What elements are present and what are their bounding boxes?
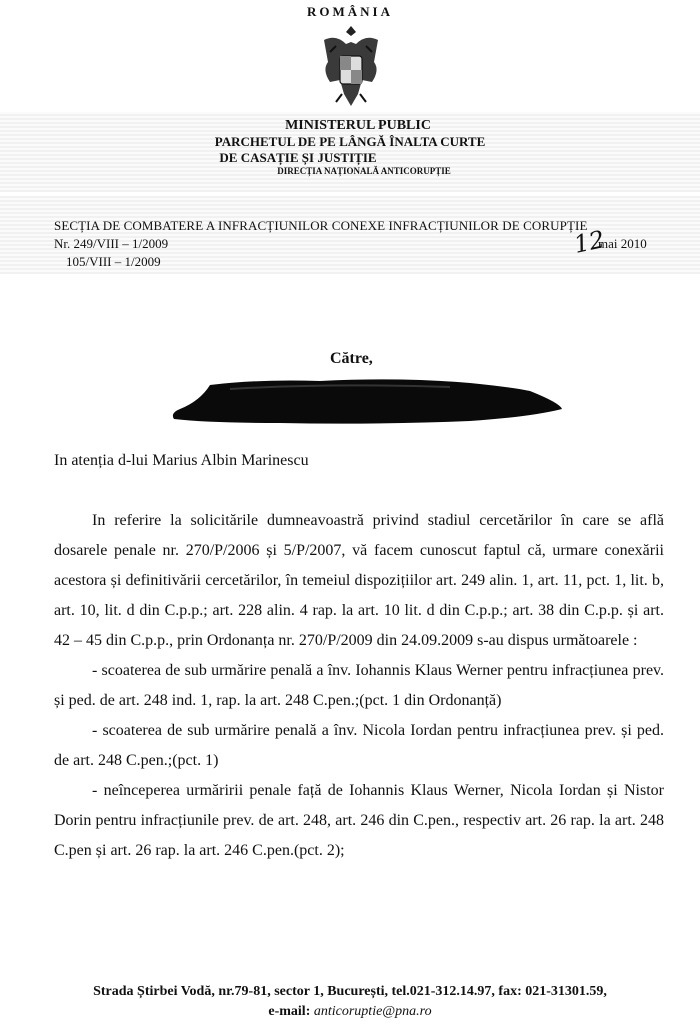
parchet-name-line2: DE CASAȚIE ȘI JUSTIȚIE [219, 150, 377, 165]
directorate-name: DIRECȚIA NAȚIONALĂ ANTICORUPȚIE [277, 166, 451, 176]
salutation: Către, [330, 350, 373, 367]
attention-line: In atenția d-lui Marius Albin Marinescu [54, 452, 309, 469]
redaction-mark [170, 375, 565, 427]
decision-item-2: - scoaterea de sub urmărire penală a înv. Nicola Iordan pentru infracțiunea prev. și ped. de art. 248 C.pen.;(pct. 1) [54, 722, 664, 769]
parchet-name-line1: PARCHETUL DE PE LÂNGĂ ÎNALTA CURTE [214, 134, 486, 149]
decision-item-1: - scoaterea de sub urmărire penală a înv. Iohannis Klaus Werner pentru infracțiunea prev. și ped. de art. 248 ind. 1, rap. la art. 248 C.pen.;(pct. 1 din Ordonanță) [54, 662, 664, 709]
footer [0, 982, 700, 1022]
document-date: mai 2010 [598, 236, 647, 251]
registration-number-2: 105/VIII – 1/2009 [66, 254, 161, 269]
country-title: ROMÂNIA [307, 4, 393, 19]
decision-item-3: - neînceperea urmăririi penale față de Iohannis Klaus Werner, Nicola Iordan și Nistor Dorin pentru infracțiunile prev. de art. 248, art. 246 din C.pen., respectiv art. 26 rap. la art. 248 C.pen și art. 26 rap. la art. 246 C.pen.(pct. 2); [54, 782, 664, 859]
coat-of-arms-icon [316, 22, 386, 112]
main-paragraph: In referire la solicitările dumneavoastră privind stadiul cercetărilor în care se află dosarele penale nr. 270/P/2006 și 5/P/2007, vă facem cunoscut faptul că, urmare conexării acestora și definitivării cercetărilor, în temeiul dispozițiilor art. 249 alin. 1, art. 11, pct. 1, lit. b, art. 10, lit. d din C.p.p.; art. 228 alin. 4 rap. la art. 10 lit. d din C.p.p.; art. 38 din C.p.p. și art. 42 – 45 din C.p.p., prin Ordonanța nr. 270/P/2009 din 24.09.2009 s-au dispus următoarele : [54, 512, 664, 649]
registration-number-1: Nr. 249/VIII – 1/2009 [54, 236, 169, 251]
footer-email-line [0, 1002, 700, 1022]
footer-email: anticoruptie@pna.ro [313, 1004, 432, 1019]
ministry-name: MINISTERUL PUBLIC [285, 118, 431, 133]
footer-address: Strada Știrbei Vodă, nr.79-81, sector 1, București, tel.021-312.14.97, fax: 021-31301.59, [93, 984, 607, 999]
footer-email-label: e-mail: [268, 1004, 311, 1019]
letter-body [54, 506, 664, 866]
handwritten-day: 12 [571, 225, 608, 259]
section-name: SECȚIA DE COMBATERE A INFRACȚIUNILOR CONEXE INFRACȚIUNILOR DE CORUPȚIE [54, 218, 588, 233]
